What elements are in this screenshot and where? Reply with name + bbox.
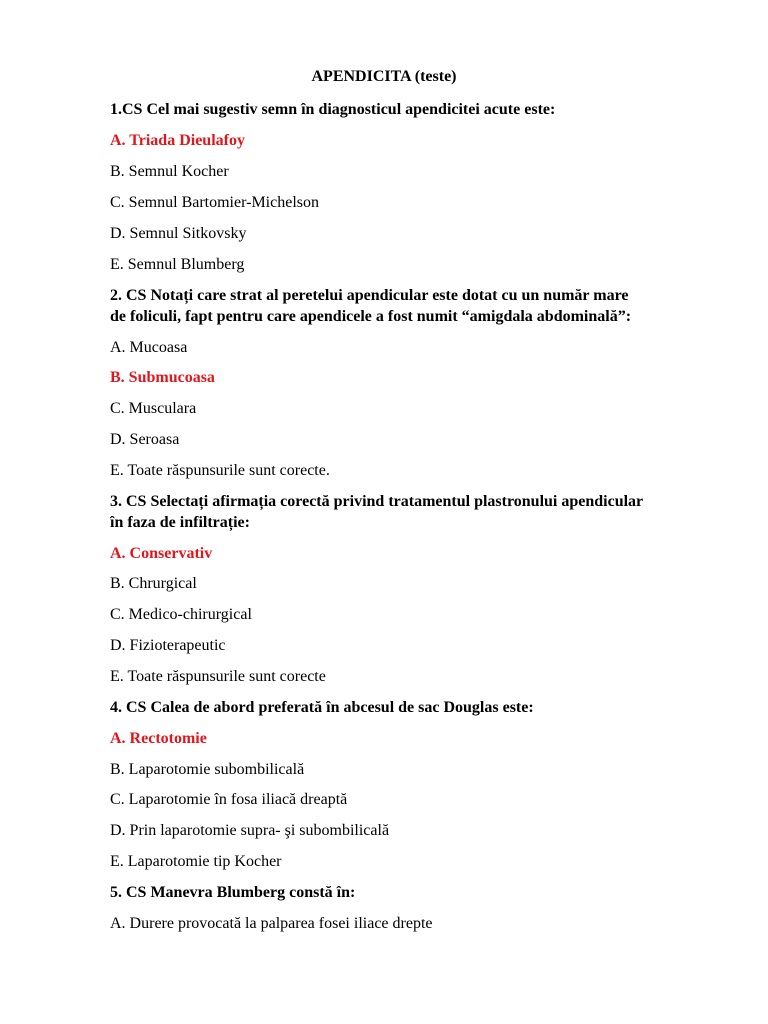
question-3-text-line-2: în faza de infiltrație: (110, 514, 250, 531)
q3-option-b: B. Chrurgical (110, 575, 197, 592)
question-2-text-line-2: de foliculi, fapt pentru care apendicele a fost numit “amigdala abdominală”: (110, 308, 632, 325)
q2-option-a: A. Mucoasa (110, 339, 188, 356)
question-4-text: 4. CS Calea de abord preferată în abcesul de sac Douglas este: (110, 699, 534, 716)
page-title: APENDICITA (teste) (311, 68, 457, 85)
q3-option-c: C. Medico-chirurgical (110, 606, 252, 623)
q3-option-e: E. Toate răspunsurile sunt corecte (110, 668, 326, 685)
q3-option-a-correct: A. Conservativ (110, 545, 213, 562)
question-3-text-line-1: 3. CS Selectați afirmația corectă privind tratamentul plastronului apendicular (110, 493, 644, 510)
q3-option-d: D. Fizioterapeutic (110, 637, 226, 654)
q4-option-b: B. Laparotomie subombilicală (110, 761, 305, 778)
q1-option-b: B. Semnul Kocher (110, 163, 229, 180)
question-1-text: 1.CS Cel mai sugestiv semn în diagnosticul apendicitei acute este: (110, 101, 556, 118)
q2-option-b-correct: B. Submucoasa (110, 369, 215, 386)
question-2-text-line-1: 2. CS Notați care strat al peretelui apendicular este dotat cu un număr mare (110, 287, 629, 304)
question-5-text: 5. CS Manevra Blumberg constă în: (110, 884, 356, 901)
q5-option-a: A. Durere provocată la palparea fosei iliace drepte (110, 915, 433, 932)
q4-option-e: E. Laparotomie tip Kocher (110, 853, 282, 870)
q1-option-c: C. Semnul Bartomier-Michelson (110, 194, 319, 211)
q4-option-d: D. Prin laparotomie supra- şi subombilicală (110, 822, 390, 839)
q4-option-a-correct: A. Rectotomie (110, 730, 207, 747)
q2-option-d: D. Seroasa (110, 431, 180, 448)
q1-option-a-correct: A. Triada Dieulafoy (110, 132, 245, 149)
q2-option-e: E. Toate răspunsurile sunt corecte. (110, 462, 330, 479)
q1-option-d: D. Semnul Sitkovsky (110, 225, 247, 242)
q4-option-c: C. Laparotomie în fosa iliacă dreaptă (110, 791, 348, 808)
q2-option-c: C. Musculara (110, 400, 197, 417)
q1-option-e: E. Semnul Blumberg (110, 256, 245, 273)
